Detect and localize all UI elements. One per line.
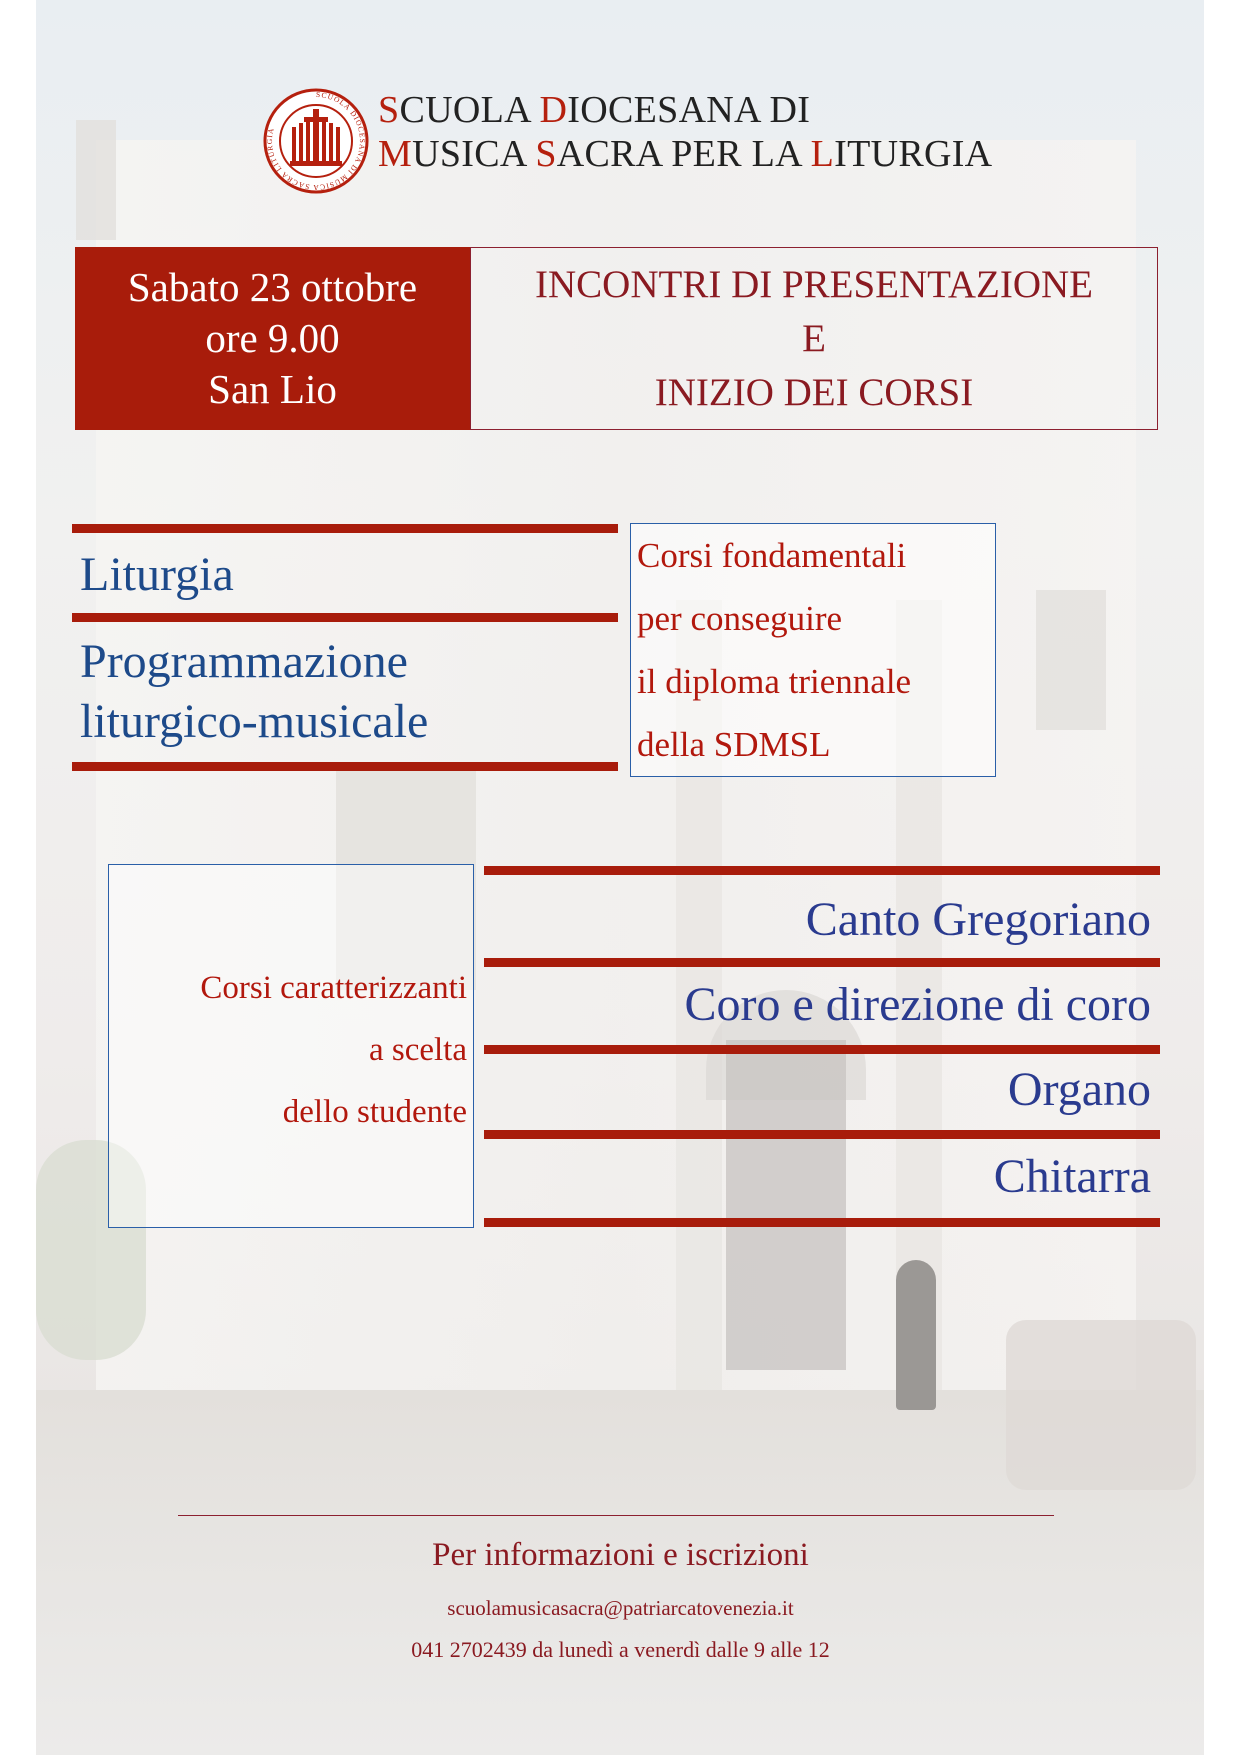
school-name: [378, 88, 992, 176]
event-date-box: [75, 247, 470, 430]
note-line: Corsi fondamentali: [637, 536, 907, 575]
event-title-line2: E: [802, 316, 826, 360]
svg-text:SCUOLA DIOCESANA DI MUSICA SAC: SCUOLA DIOCESANA DI MUSICA SACRA LITURGIA: [264, 89, 367, 193]
footer-divider: [178, 1515, 1054, 1516]
passerby-figure: [896, 1260, 936, 1410]
course-coro: Coro e direzione di coro: [684, 978, 1151, 1031]
word-part: CUOLA: [399, 89, 540, 131]
contact-email[interactable]: scuolamusicasacra@patriarcatovenezia.it: [447, 1596, 794, 1620]
divider-bar: [72, 524, 618, 533]
fundamental-courses-note: [630, 523, 996, 777]
course-canto-gregoriano: Canto Gregoriano: [805, 893, 1151, 946]
divider-bar: [484, 1130, 1160, 1139]
note-line: per conseguire: [637, 599, 843, 638]
school-seal-logo: [262, 87, 370, 195]
doorway: [726, 1040, 846, 1370]
footer-title: Per informazioni e iscrizioni: [432, 1537, 809, 1573]
initial-letter: S: [535, 133, 557, 175]
event-title-line1: INCONTRI DI PRESENTAZIONE: [535, 262, 1093, 306]
contact-phone: 041 2702439 da lunedì a venerdì dalle 9 alle 12: [411, 1637, 830, 1662]
divider-bar: [484, 866, 1160, 875]
note-line: a scelta: [368, 1032, 467, 1068]
note-line: dello studente: [282, 1094, 467, 1130]
word-part: IOCESANA DI: [567, 89, 811, 131]
divider-bar: [72, 613, 618, 622]
characterizing-courses-note: [108, 864, 474, 1228]
note-line: Corsi caratterizzanti: [200, 970, 467, 1006]
note-line: della SDMSL: [637, 725, 831, 764]
word-part: USICA: [412, 133, 536, 175]
window: [1036, 590, 1106, 730]
course-programmazione-line2: liturgico-musicale: [80, 695, 429, 748]
course-chitarra: Chitarra: [993, 1150, 1151, 1203]
event-title-line3: INIZIO DEI CORSI: [654, 370, 974, 414]
initial-letter: S: [378, 89, 400, 131]
note-line: il diploma triennale: [637, 662, 912, 701]
window: [76, 120, 116, 240]
course-liturgia: Liturgia: [80, 548, 234, 601]
course-organo: Organo: [1007, 1063, 1151, 1116]
initial-letter: M: [378, 133, 413, 175]
event-time: ore 9.00: [205, 315, 340, 361]
wellhead: [1006, 1320, 1196, 1490]
school-name-line1: [378, 88, 992, 132]
initial-letter: L: [810, 133, 835, 175]
word-part: ACRA PER LA: [556, 133, 811, 175]
school-name-line2: [378, 132, 992, 176]
course-programmazione: Programmazione: [80, 635, 408, 688]
divider-bar: [484, 1045, 1160, 1054]
initial-letter: D: [539, 89, 568, 131]
word-part: ITURGIA: [834, 133, 993, 175]
event-date: Sabato 23 ottobre: [127, 264, 418, 310]
divider-bar: [72, 762, 618, 771]
divider-bar: [484, 1218, 1160, 1227]
divider-bar: [484, 958, 1160, 967]
event-place: San Lio: [208, 366, 337, 412]
event-title-box: [470, 247, 1158, 430]
